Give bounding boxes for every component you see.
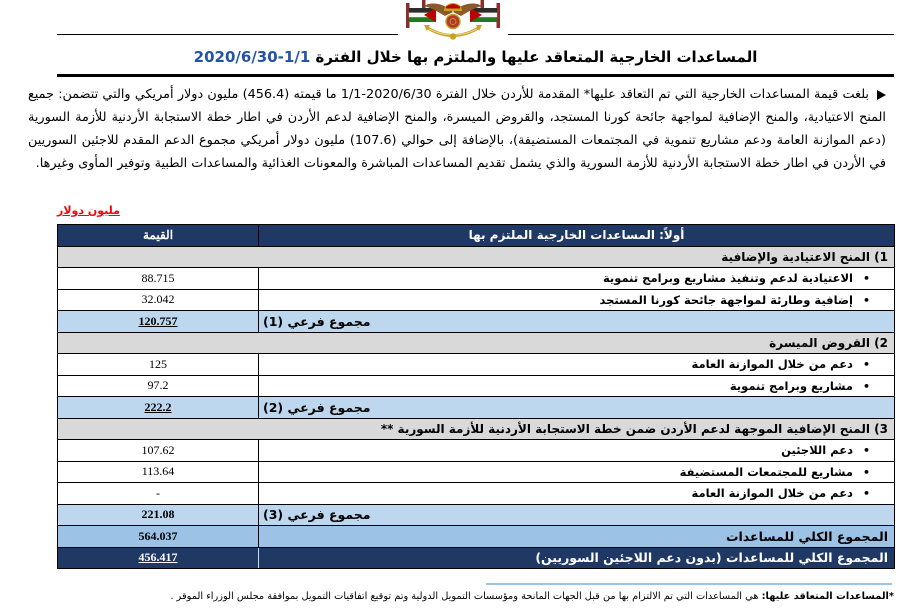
subtotal-3-row: [58, 504, 895, 526]
subtotal-value-cell: [58, 397, 259, 419]
page-title-date: 2020/6/30-1/1: [193, 48, 311, 66]
row-value-cell: 97.2: [58, 375, 259, 397]
row-value-cell: 113.64: [58, 461, 259, 483]
row-label-cell: [259, 440, 895, 462]
row-label: دعم اللاجئين: [781, 443, 853, 458]
row-value-cell: 88.715: [58, 268, 259, 290]
bullet-icon: •: [862, 487, 870, 501]
subtotal-value-cell: [58, 311, 259, 333]
grand-total-excl-refugees-row: [58, 547, 895, 569]
section-3-title: 3) المنح الإضافية الموجهة لدعم الأردن ضمن خطة الاستجابة الأردنية للأزمة السورية **: [58, 418, 895, 440]
footnote: [57, 589, 894, 605]
section-1-title: 1) المنح الاعتيادية والإضافية: [58, 246, 895, 268]
section-1-header-row: [58, 246, 895, 268]
header-rule-thick: [57, 74, 894, 77]
total-label-cell: المجموع الكلي للمساعدات: [259, 526, 895, 548]
subtotal-2-row: [58, 397, 895, 419]
row-label: مشاريع وبرامج تنموية: [729, 378, 853, 393]
row-label: دعم من خلال الموازنة العامة: [691, 357, 853, 372]
arrow-bullet-icon: [877, 90, 886, 100]
intro-paragraph: [28, 83, 886, 175]
table-row: [58, 483, 895, 505]
jordan-coat-of-arms-logo: [398, 0, 508, 44]
section-2-header-row: [58, 332, 895, 354]
table-row: [58, 375, 895, 397]
row-label: الاعتيادية لدعم وتنفيذ مشاريع وبرامج تنموية: [602, 271, 853, 286]
footnote-separator-line: [486, 583, 892, 585]
subtotal-label-cell: مجموع فرعي (2): [259, 397, 895, 419]
bullet-icon: •: [862, 465, 870, 479]
table-row: [58, 289, 895, 311]
footnote-text: هي المساعدات التي تم الالتزام بها من قبل الجهات المانحة ومؤسسات التمويل الدولية وتم توقيع اتفاقيات التمويل بموافقة مجلس الوزراء الموقر .: [170, 591, 762, 602]
row-label-cell: [259, 375, 895, 397]
subtotal-value: 222.2: [144, 399, 172, 414]
row-label: دعم من خلال الموازنة العامة: [691, 486, 853, 501]
subtotal-value-cell: 221.08: [58, 504, 259, 526]
row-value-cell: 107.62: [58, 440, 259, 462]
grand-total-row: [58, 526, 895, 548]
total-value-cell: 564.037: [58, 526, 259, 548]
page-title: [57, 44, 894, 70]
header-title-cell: أولاً: المساعدات الخارجية الملتزم بها: [259, 225, 895, 247]
footnote-label: *المساعدات المتعاقد عليها:: [761, 591, 894, 602]
bullet-icon: •: [862, 444, 870, 458]
unit-label: مليون دولار: [57, 204, 120, 217]
table-row: [58, 461, 895, 483]
row-label-cell: [259, 483, 895, 505]
subtotal-label-cell: مجموع فرعي (1): [259, 311, 895, 333]
table-header-row: [58, 225, 895, 247]
row-label-cell: [259, 354, 895, 376]
row-value-cell: -: [58, 483, 259, 505]
bullet-icon: •: [862, 358, 870, 372]
total-value-cell: [58, 547, 259, 569]
page-title-text: المساعدات الخارجية المتعاقد عليها والملتزم بها خلال الفترة: [315, 48, 758, 66]
row-label-cell: [259, 268, 895, 290]
row-label: إضافية وطارئة لمواجهة جائحة كورنا المستجد: [599, 292, 853, 307]
total-value: 456.417: [138, 550, 178, 565]
table-row: [58, 440, 895, 462]
subtotal-value: 120.757: [138, 313, 178, 328]
bullet-icon: •: [862, 379, 870, 393]
bullet-icon: •: [862, 272, 870, 286]
section-2-title: 2) القروض الميسرة: [58, 332, 895, 354]
aid-table: [57, 224, 895, 569]
bullet-icon: •: [862, 293, 870, 307]
total-label-cell: المجموع الكلي للمساعدات (بدون دعم اللاجئين السوريين): [259, 547, 895, 569]
row-value-cell: 125: [58, 354, 259, 376]
intro-text: بلغت قيمة المساعدات الخارجية التي تم التعاقد عليها* المقدمة للأردن خلال الفترة 2020/6/30-1/1 ما قيمته (456.4) مليون دولار أمريكي والتي تتضمن: جميع المنح الاعتيادية، والمنح الإضافية لمواجهة جائحة كورنا المستجد، والقروض الميسرة، والمنح الإضافية لدعم الأردن في اطار خطة الاستجابة الأردنية للأزمة السورية (دعم الموازنة العامة ودعم مشاريع تنموية في المجتمعات المستضيفة)، بالإضافة إلى حوالي (107.6) مليون دولار أمريكي مجموع الدعم المقدم للاجئين السوريين في الأردن في اطار خطة الاستجابة الأردنية للأزمة السورية والذي يشمل تقديم المساعدات المباشرة والمعونات الغذائية والمساعدات الطبية وتوفير المأوى وغيرها.: [28, 87, 886, 171]
row-value-cell: 32.042: [58, 289, 259, 311]
row-label: مشاريع للمجتمعات المستضيفة: [679, 464, 853, 479]
subtotal-1-row: [58, 311, 895, 333]
row-label-cell: [259, 461, 895, 483]
table-row: [58, 268, 895, 290]
table-row: [58, 354, 895, 376]
row-label-cell: [259, 289, 895, 311]
section-3-header-row: [58, 418, 895, 440]
subtotal-label-cell: مجموع فرعي (3): [259, 504, 895, 526]
header-value-cell: القيمة: [58, 225, 259, 247]
